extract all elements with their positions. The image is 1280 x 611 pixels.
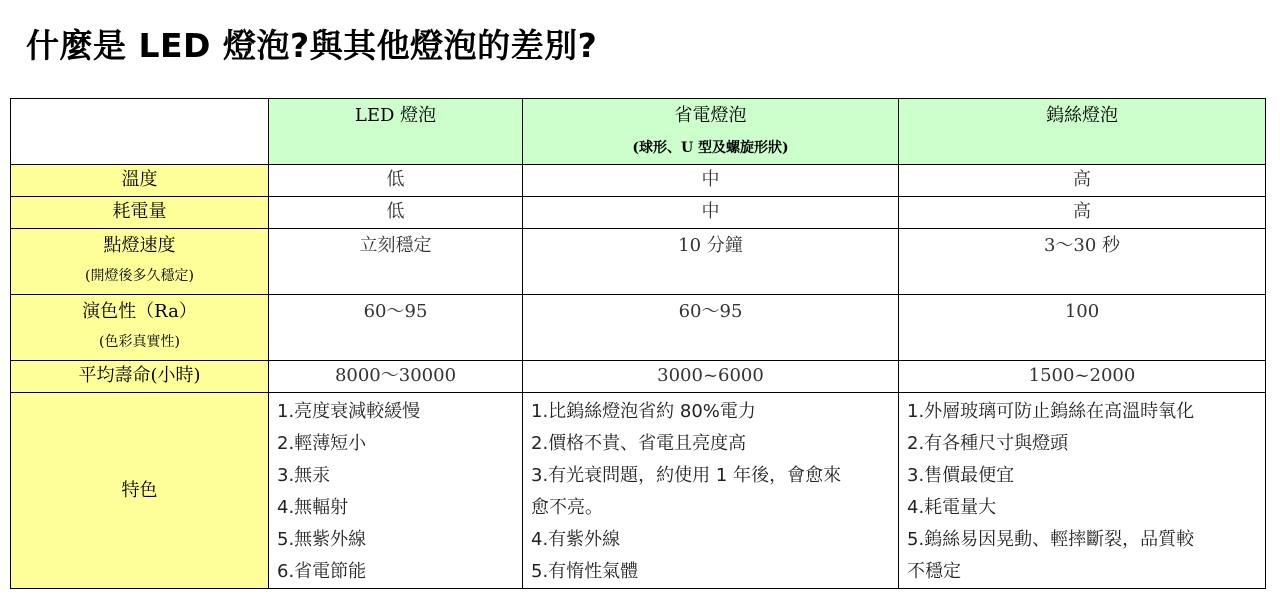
row-label: 耗電量 <box>11 197 269 229</box>
row-label: 溫度 <box>11 165 269 197</box>
feature-item: 5.鎢絲易因晃動、輕摔斷裂，品質較 <box>907 529 1195 550</box>
row-label-cell <box>11 295 269 361</box>
feature-item: 1.亮度衰減較緩慢 <box>277 401 421 422</box>
feature-item: 2.有各種尺寸與燈頭 <box>907 433 1069 454</box>
header-cfl-label: 省電燈泡 <box>674 105 747 126</box>
cell-cfl: 60～95 <box>523 295 899 361</box>
cell-incandescent: 100 <box>899 295 1266 361</box>
header-incandescent <box>899 99 1266 165</box>
feature-item: 4.無輻射 <box>277 497 349 518</box>
table-row-temperature <box>11 165 1266 197</box>
cell-incandescent: 高 <box>899 197 1266 229</box>
row-label: 點燈速度 <box>103 235 176 256</box>
table-row-startup-speed <box>11 229 1266 295</box>
feature-item: 不穩定 <box>907 561 961 582</box>
cell-led: 立刻穩定 <box>269 229 523 295</box>
table-row-features <box>11 393 1266 589</box>
row-label: 特色 <box>11 393 269 589</box>
cell-incandescent: 高 <box>899 165 1266 197</box>
header-led-label: LED 燈泡 <box>354 105 437 126</box>
cell-led: 低 <box>269 197 523 229</box>
feature-item: 5.無紫外線 <box>277 529 367 550</box>
header-incandescent-label: 鎢絲燈泡 <box>1046 105 1118 126</box>
cell-cfl: 中 <box>523 165 899 197</box>
table-row-power-consumption <box>11 197 1266 229</box>
features-incandescent <box>899 393 1266 589</box>
cell-cfl: 3000~6000 <box>523 361 899 393</box>
table-header-row <box>11 99 1266 165</box>
comparison-table <box>10 98 1266 589</box>
feature-item: 4.耗電量大 <box>907 497 997 518</box>
row-label-cell <box>11 229 269 295</box>
cell-incandescent: 1500~2000 <box>899 361 1266 393</box>
page-title: 什麼是 LED 燈泡?與其他燈泡的差別? <box>26 26 598 65</box>
feature-item: 4.有紫外線 <box>531 529 621 550</box>
row-sublabel: (色彩真實性) <box>99 334 180 350</box>
feature-item: 1.比鎢絲燈泡省約 80%電力 <box>531 401 756 422</box>
feature-item: 3.有光衰問題，約使用 1 年後，會愈來 <box>531 465 842 486</box>
header-corner-cell <box>11 99 269 165</box>
row-sublabel: (開燈後多久穩定) <box>85 268 194 284</box>
cell-led: 8000～30000 <box>269 361 523 393</box>
table-row-lifespan <box>11 361 1266 393</box>
feature-item: 2.輕薄短小 <box>277 433 367 454</box>
header-cfl-sublabel: (球形、U 型及螺旋形狀) <box>632 140 789 156</box>
cell-cfl: 中 <box>523 197 899 229</box>
feature-item: 6.省電節能 <box>277 561 367 582</box>
feature-item: 3.無汞 <box>277 465 331 486</box>
row-label: 演色性（Ra） <box>82 301 197 322</box>
row-label: 平均壽命(小時) <box>11 361 269 393</box>
cell-cfl: 10 分鐘 <box>523 229 899 295</box>
table-row-color-rendering <box>11 295 1266 361</box>
feature-item: 1.外層玻璃可防止鎢絲在高溫時氧化 <box>907 401 1195 422</box>
cell-led: 60～95 <box>269 295 523 361</box>
features-cfl <box>523 393 899 589</box>
feature-item: 2.價格不貴、省電且亮度高 <box>531 433 747 454</box>
feature-item: 愈不亮。 <box>531 497 603 518</box>
cell-incandescent: 3～30 秒 <box>899 229 1266 295</box>
cell-led: 低 <box>269 165 523 197</box>
header-cfl <box>523 99 899 165</box>
feature-item: 3.售價最便宜 <box>907 465 1015 486</box>
feature-item: 5.有惰性氣體 <box>531 561 639 582</box>
features-led <box>269 393 523 589</box>
header-led <box>269 99 523 165</box>
